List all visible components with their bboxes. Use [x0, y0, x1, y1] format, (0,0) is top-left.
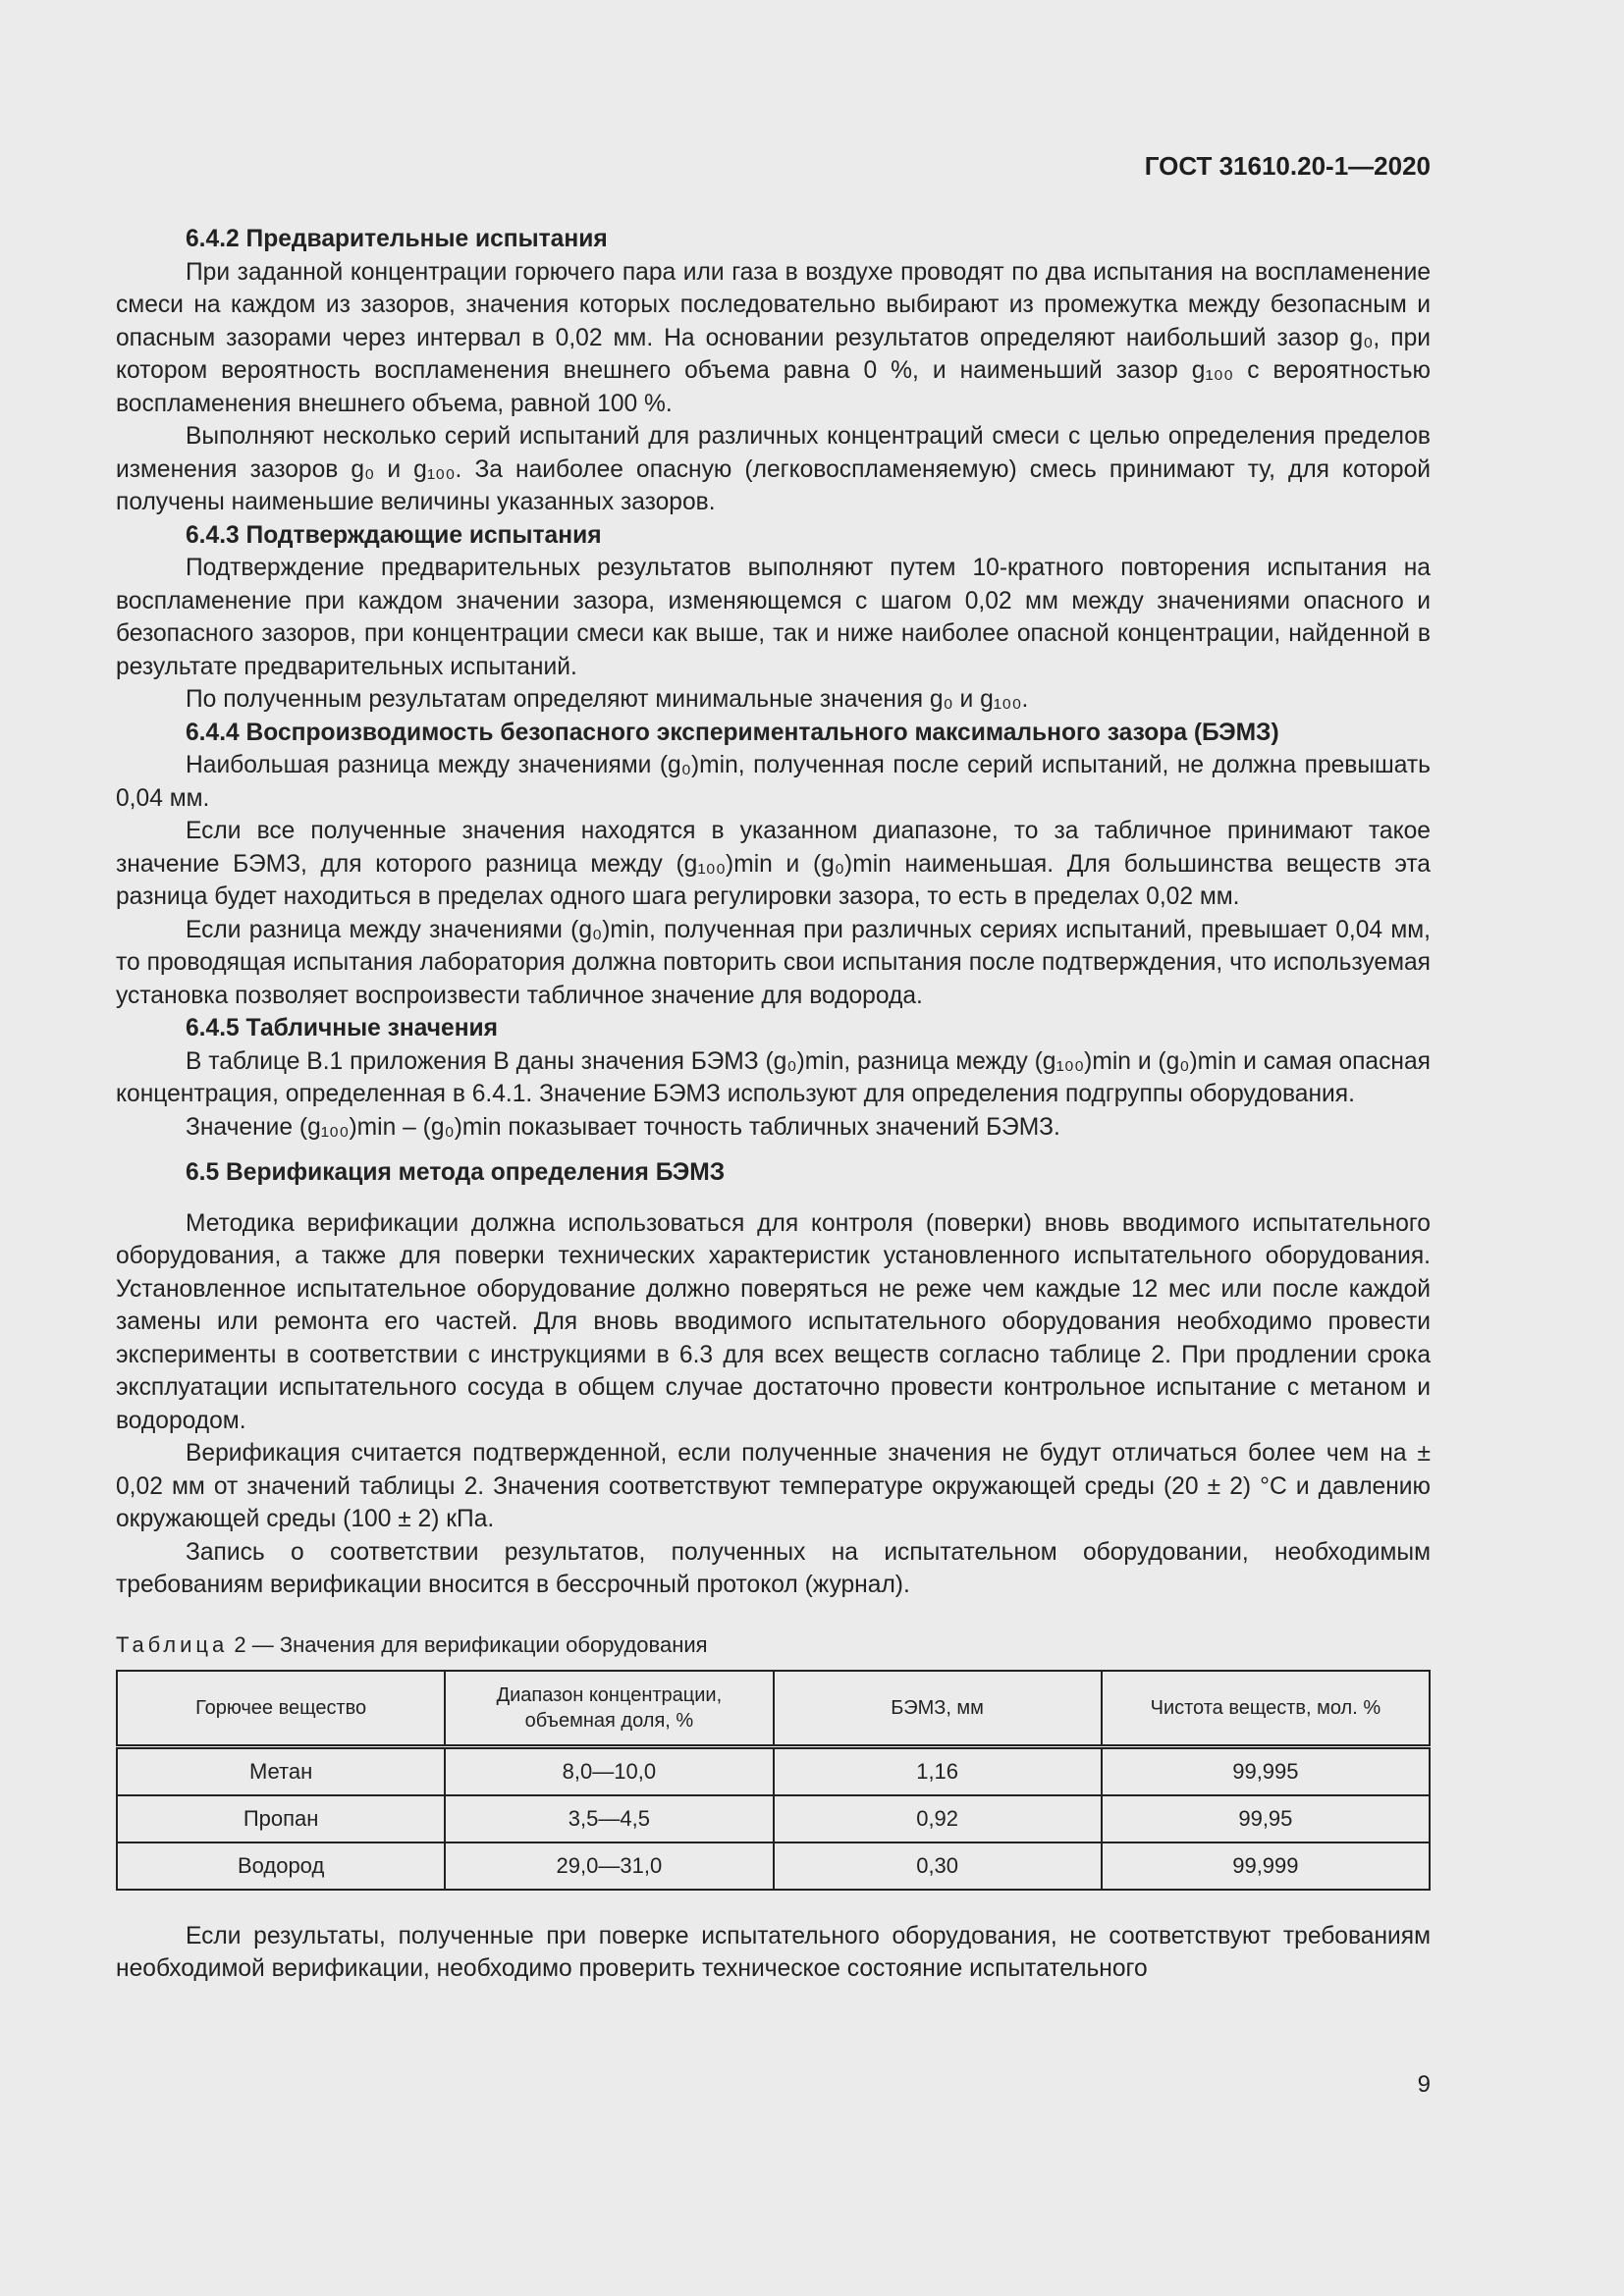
table-caption-label: Таблица: [116, 1631, 229, 1657]
table-cell: 99,95: [1102, 1795, 1430, 1842]
table-row: [117, 1842, 1430, 1890]
heading-6-4-2: 6.4.2 Предварительные испытания: [186, 226, 608, 252]
table-caption: [116, 1629, 1431, 1661]
table-cell: 8,0—10,0: [445, 1746, 773, 1795]
table-cell: Водород: [117, 1842, 445, 1890]
paragraph: Подтверждение предварительных результатов выполняют путем 10-кратного повторения испытания на воспламенение при каждом значении зазора, изменяющемся с шагом 0,02 мм между значениями опасного и безопасного зазоров, при концентрации смеси как выше, так и ниже наиболее опасной концентрации, найденной в результате предварительных испытаний.: [116, 555, 1431, 680]
paragraph: При заданной концентрации горючего пара или газа в воздухе проводят по два испытания на воспламенение смеси на каждом из зазоров, значения которых последовательно выбирают из промежутка между безопасным и опасным зазорами через интервал в 0,02 мм. На основании результатов определяют наибольший зазор g₀, при котором вероятность воспламенения внешнего объема равна 0 %, и наименьший зазор g₁₀₀ с вероятностью воспламенения внешнего объема, равной 100 %.: [116, 258, 1431, 417]
heading-6-4-5: 6.4.5 Табличные значения: [186, 1015, 499, 1041]
verification-table: [116, 1670, 1431, 1891]
table-header-cell: Горючее вещество: [117, 1671, 445, 1747]
heading-6-4-3: 6.4.3 Подтверждающие испытания: [186, 521, 602, 549]
standard-code: ГОСТ 31610.20-1—2020: [1144, 151, 1431, 181]
heading-6-4-4: 6.4.4 Воспроизводимость безопасного экспериментального максимального зазора (БЭМЗ): [186, 719, 1279, 746]
paragraph: Верификация считается подтвержденной, если полученные значения не будут отличаться более чем на ± 0,02 мм от значений таблицы 2. Значения соответствуют температуре окружающей среды (20 ± 2) °С и давлению окружающей среды (100 ± 2) кПа.: [116, 1440, 1431, 1532]
table-header-cell: Диапазон концентрации, объемная доля, %: [445, 1671, 773, 1747]
page-content: [116, 223, 1431, 1986]
paragraph: Если все полученные значения находятся в указанном диапазоне, то за табличное принимают такое значение БЭМЗ, для которого разница между (g₁₀₀)min и (g₀)min наименьшая. Для большинства веществ эта разница будет находиться в пределах одного шага регулировки зазора, то есть в пределах 0,02 мм.: [116, 818, 1431, 910]
table-cell: 0,30: [774, 1842, 1102, 1890]
paragraph: Выполняют несколько серий испытаний для различных концентраций смеси с целью определения пределов изменения зазоров g₀ и g₁₀₀. За наиболее опасную (легковоспламеняемую) смесь принимают ту, для которой получены наименьшие величины указанных зазоров.: [116, 423, 1431, 515]
paragraph: Наибольшая разница между значениями (g₀)min, полученная после серий испытаний, не должна превышать 0,04 мм.: [116, 752, 1431, 812]
table-cell: 99,995: [1102, 1746, 1430, 1795]
table-cell: 99,999: [1102, 1842, 1430, 1890]
table-cell: Пропан: [117, 1795, 445, 1842]
page-number: 9: [1417, 2071, 1431, 2098]
paragraph: По полученным результатам определяют минимальные значения g₀ и g₁₀₀.: [186, 686, 1029, 713]
table-cell: 0,92: [774, 1795, 1102, 1842]
heading-6-5: 6.5 Верификация метода определения БЭМЗ: [186, 1159, 726, 1186]
table-row: [117, 1795, 1430, 1842]
table-cell: Метан: [117, 1746, 445, 1795]
table-header-row: [117, 1671, 1430, 1747]
table-cell: 1,16: [774, 1746, 1102, 1795]
table-cell: 3,5—4,5: [445, 1795, 773, 1842]
paragraph: Значение (g₁₀₀)min – (g₀)min показывает точность табличных значений БЭМЗ.: [186, 1113, 1060, 1141]
table-cell: 29,0—31,0: [445, 1842, 773, 1890]
table-caption-text: 2 — Значения для верификации оборудования: [228, 1631, 708, 1657]
table-header-cell: Чистота веществ, мол. %: [1102, 1671, 1430, 1747]
table-row: [117, 1746, 1430, 1795]
paragraph: Если разница между значениями (g₀)min, полученная при различных сериях испытаний, превышает 0,04 мм, то проводящая испытания лаборатория должна повторить свои испытания после подтверждения, что используемая установка позволяет воспроизвести табличное значение для водорода.: [116, 916, 1431, 1009]
paragraph: Запись о соответствии результатов, полученных на испытательном оборудовании, необходимым требованиям верификации вносится в бессрочный протокол (журнал).: [116, 1538, 1431, 1598]
paragraph: Методика верификации должна использоваться для контроля (поверки) вновь вводимого испытательного оборудования, а также для поверки технических характеристик установленного испытательного оборудования. Установленное испытательное оборудование должно поверяться не реже чем каждые 12 мес или после каждой замены или ремонта его частей. Для вновь вводимого испытательного оборудования необходимо провести эксперименты в соответствии с инструкциями в 6.3 для всех веществ согласно таблице 2. При продлении срока эксплуатации испытательного сосуда в общем случае достаточно провести контрольное испытание с метаном и водородом.: [116, 1209, 1431, 1434]
paragraph: В таблице В.1 приложения В даны значения БЭМЗ (g₀)min, разница между (g₁₀₀)min и (g₀)min и самая опасная концентрация, определенная в 6.4.1. Значение БЭМЗ используют для определения подгруппы оборудования.: [116, 1047, 1431, 1107]
paragraph: Если результаты, полученные при поверке испытательного оборудования, не соответствуют требованиям необходимой верификации, необходимо проверить техническое состояние испытательного: [116, 1922, 1431, 1982]
table-header-cell: БЭМЗ, мм: [774, 1671, 1102, 1747]
